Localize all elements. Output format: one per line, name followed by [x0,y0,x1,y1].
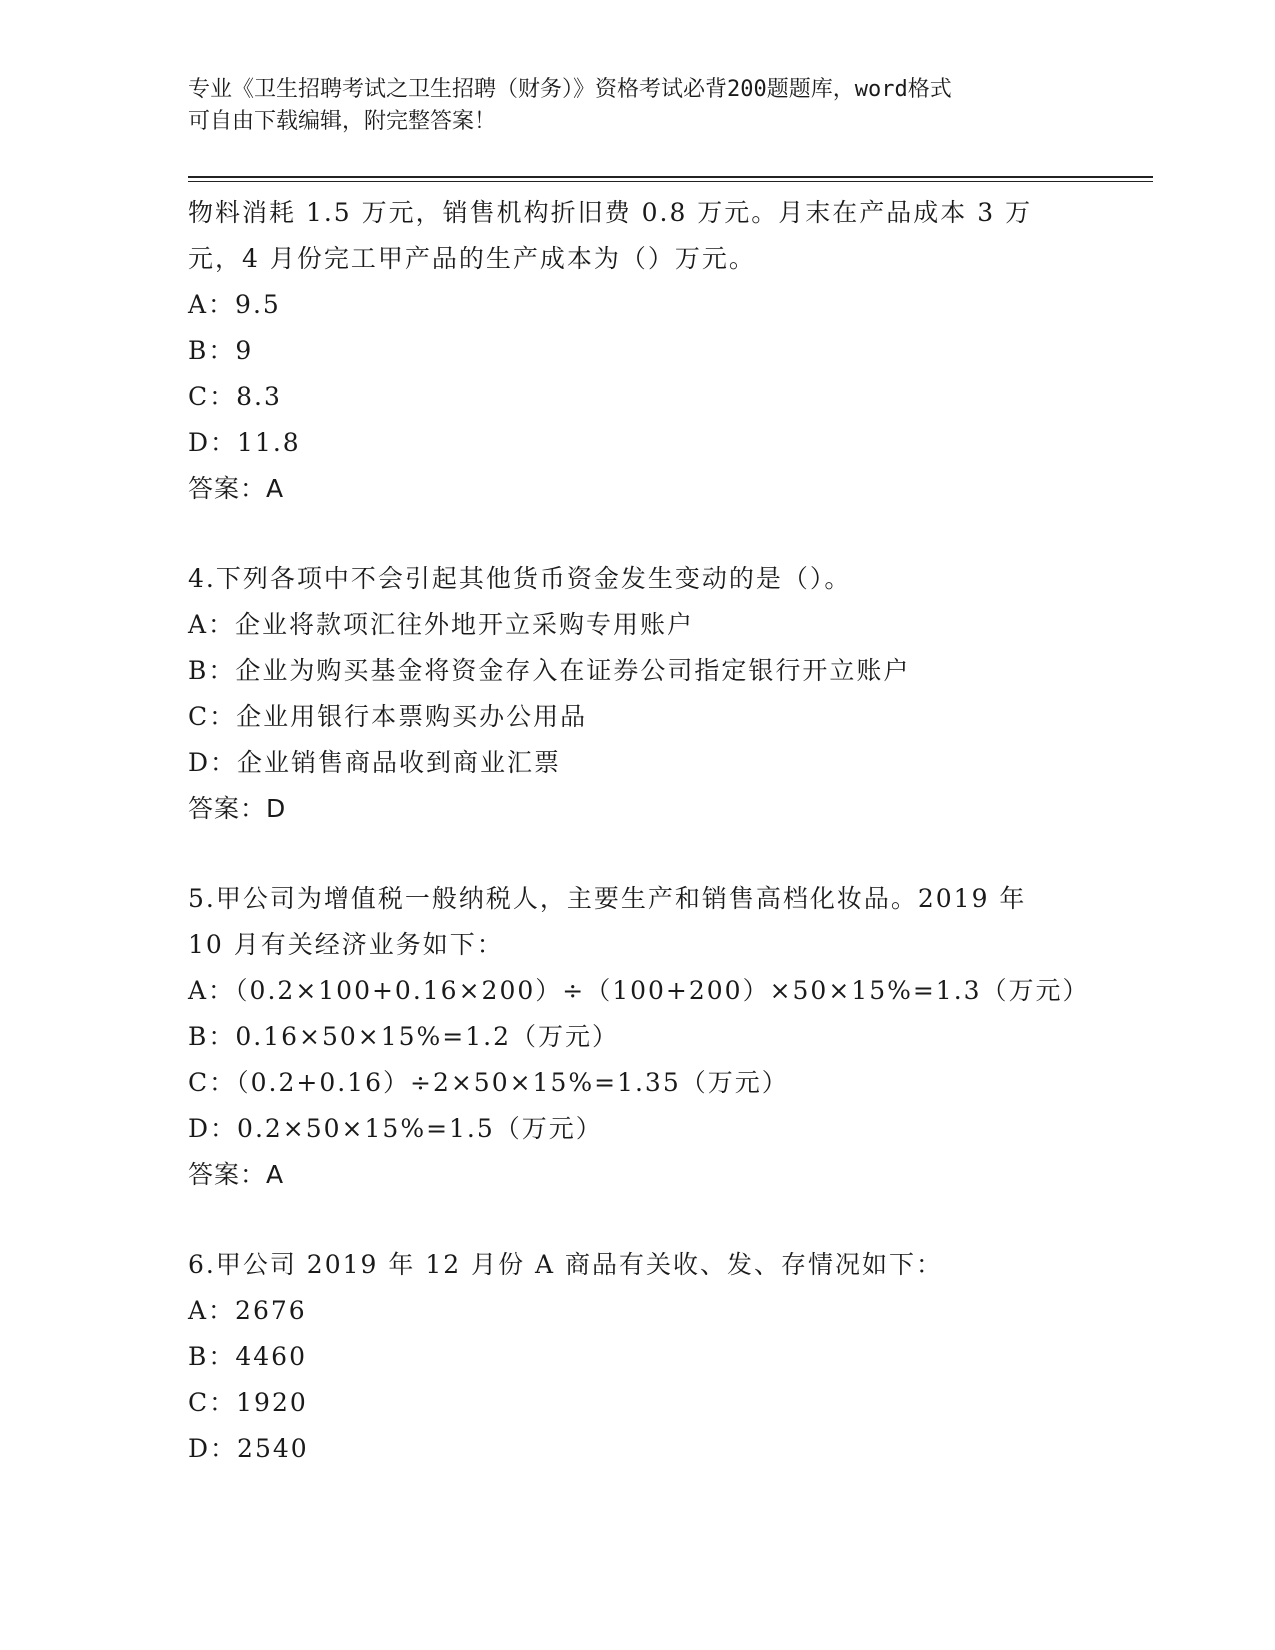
question-6-option-d: D：2540 [188,1434,309,1463]
question-4-option-b: B：企业为购买基金将资金存入在证券公司指定银行开立账户 [188,656,911,685]
question-6-option-c: C：1920 [188,1388,308,1417]
question-4-text-line-1: 4.下列各项中不会引起其他货币资金发生变动的是（）。 [188,564,852,593]
question-5-text-line-2: 10 月有关经济业务如下： [188,930,504,959]
question-4-option-a: A：企业将款项汇往外地开立采购专用账户 [188,610,695,639]
question-3-text-line-1: 物料消耗 1.5 万元，销售机构折旧费 0.8 万元。月末在产品成本 3 万 [188,198,1033,227]
question-3-answer: 答案：A [188,474,285,503]
question-6 [188,1242,1088,1472]
question-5-option-c: C：（0.2+0.16）÷2×50×15%=1.35（万元） [188,1068,789,1097]
question-4-option-d: D：企业销售商品收到商业汇票 [188,748,562,777]
question-5-answer: 答案：A [188,1160,285,1189]
question-spacer [188,512,1088,556]
header-title-line-1: 专业《卫生招聘考试之卫生招聘（财务）》资格考试必背200题题库，word格式 [188,77,952,102]
header-divider-thin [188,181,1153,182]
question-5-option-d: D：0.2×50×15%=1.5（万元） [188,1114,603,1143]
question-5-text-line-1: 5.甲公司为增值税一般纳税人，主要生产和销售高档化妆品。2019 年 [188,884,1027,913]
question-3-option-b: B：9 [188,336,254,365]
question-6-option-b: B：4460 [188,1342,307,1371]
question-5-option-a: A：（0.2×100+0.16×200）÷（100+200）×50×15%=1.3（万元） [188,976,1090,1005]
question-6-option-a: A：2676 [188,1296,307,1325]
question-6-text-line-1: 6.甲公司 2019 年 12 月份 A 商品有关收、发、存情况如下： [188,1250,944,1279]
question-spacer [188,1198,1088,1242]
header-divider-thick [188,176,1153,178]
question-3-option-d: D：11.8 [188,428,301,457]
question-3-option-a: A：9.5 [188,290,281,319]
question-3-text-line-2: 元，4 月份完工甲产品的生产成本为（）万元。 [188,244,756,273]
question-4-answer: 答案：D [188,794,287,823]
question-5-option-b: B：0.16×50×15%=1.2（万元） [188,1022,620,1051]
question-5 [188,876,1088,1198]
header-title-line-2: 可自由下载编辑，附完整答案！ [188,109,497,134]
document-header [188,74,1088,138]
question-list [188,190,1088,1472]
question-4-option-c: C：企业用银行本票购买办公用品 [188,702,588,731]
question-4 [188,556,1088,832]
question-3-option-c: C：8.3 [188,382,282,411]
question-3 [188,190,1088,512]
question-spacer [188,832,1088,876]
